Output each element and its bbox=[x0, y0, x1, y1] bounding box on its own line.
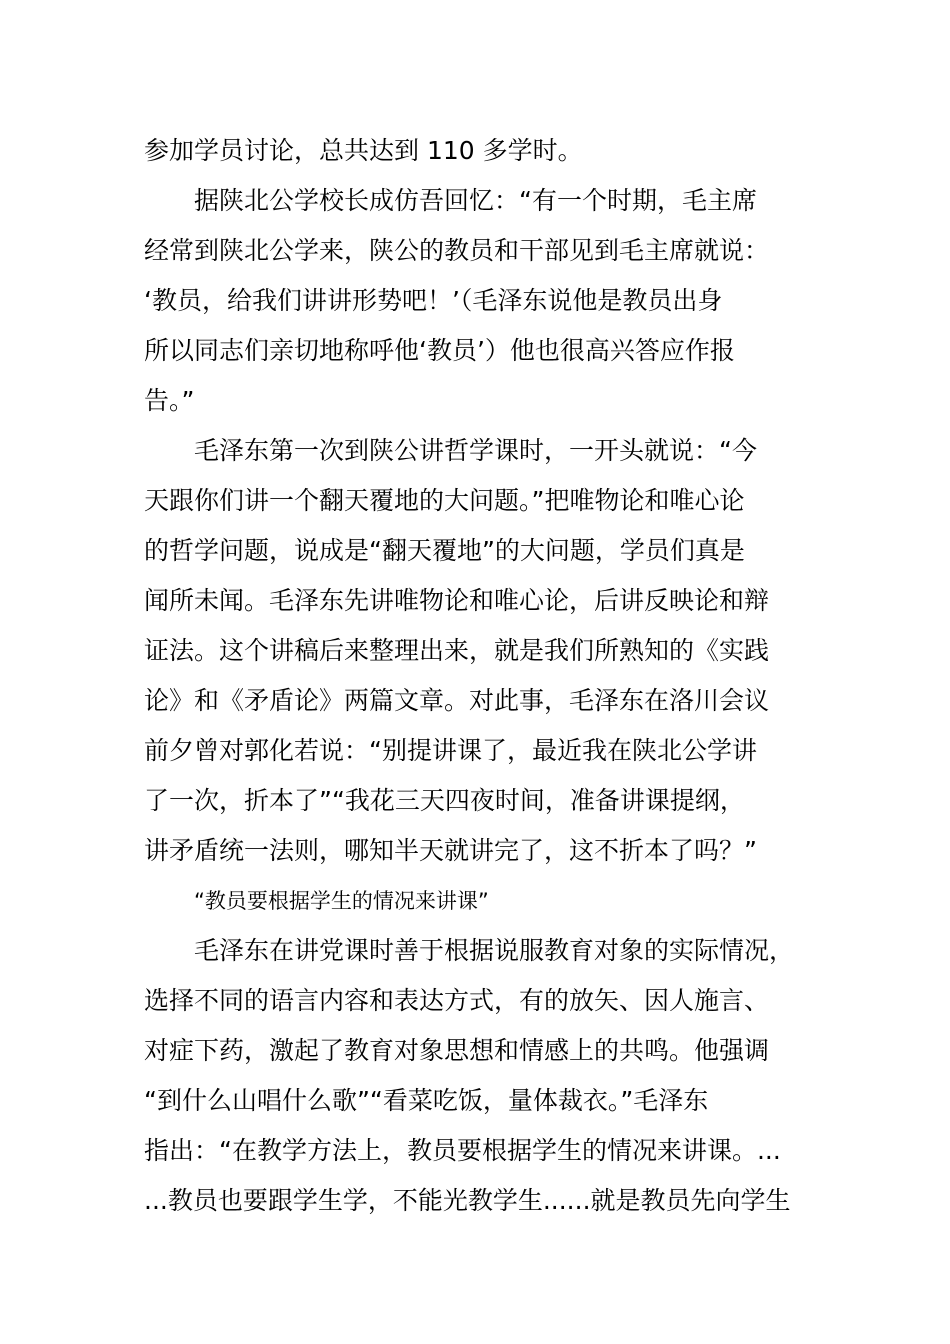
paragraph-start-line: 毛泽东第一次到陕公讲哲学课时，一开头就说：“今 bbox=[194, 436, 757, 465]
text-line: 了一次，折本了”“我花三天四夜时间，准备讲课提纲， bbox=[144, 786, 745, 815]
text-line: 闻所未闻。毛泽东先讲唯物论和唯心论，后讲反映论和辩 bbox=[144, 586, 770, 615]
text-line: 的哲学问题，说成是“翻天覆地”的大问题，学员们真是 bbox=[144, 536, 745, 565]
text-line: 天跟你们讲一个翻天覆地的大问题。”把唯物论和唯心论 bbox=[144, 486, 745, 515]
text-line: 对症下药，激起了教育对象思想和情感上的共鸣。他强调 bbox=[144, 1036, 770, 1065]
text-line: 前夕曾对郭化若说：“别提讲课了，最近我在陕北公学讲 bbox=[144, 736, 757, 765]
text-line: 讲矛盾统一法则，哪知半天就讲完了，这不折本了吗？” bbox=[144, 836, 757, 865]
section-heading: “教员要根据学生的情况来讲课” bbox=[194, 889, 489, 913]
text-line: 参加学员讨论，总共达到 110 多学时。 bbox=[144, 136, 583, 165]
text-line: 选择不同的语言内容和表达方式，有的放矢、因人施言、 bbox=[144, 986, 770, 1015]
text-line: 证法。这个讲稿后来整理出来，就是我们所熟知的《实践 bbox=[144, 636, 770, 665]
paragraph-start-line: 毛泽东在讲党课时善于根据说服教育对象的实际情况， bbox=[194, 936, 795, 965]
text-line: 指出：“在教学方法上，教员要根据学生的情况来讲课。... bbox=[144, 1136, 781, 1165]
text-line: 告。” bbox=[144, 386, 195, 415]
text-line: 经常到陕北公学来，陕公的教员和干部见到毛主席就说： bbox=[144, 236, 770, 265]
paragraph-start-line: 据陕北公学校长成仿吾回忆：“有一个时期，毛主席 bbox=[194, 186, 757, 215]
text-line: 论》和《矛盾论》两篇文章。对此事，毛泽东在洛川会议 bbox=[144, 686, 770, 715]
text-line: “到什么山唱什么歌”“看菜吃饭，量体裁衣。”毛泽东 bbox=[144, 1086, 709, 1115]
text-line: ...教员也要跟学生学，不能光教学生......就是教员先向学生 bbox=[144, 1186, 791, 1215]
text-line: 所以同志们亲切地称呼他‘教员’）他也很高兴答应作报 bbox=[144, 336, 735, 365]
body-text bbox=[144, 126, 814, 1226]
text-line: ‘教员，给我们讲讲形势吧！’（毛泽东说他是教员出身 bbox=[144, 286, 723, 315]
